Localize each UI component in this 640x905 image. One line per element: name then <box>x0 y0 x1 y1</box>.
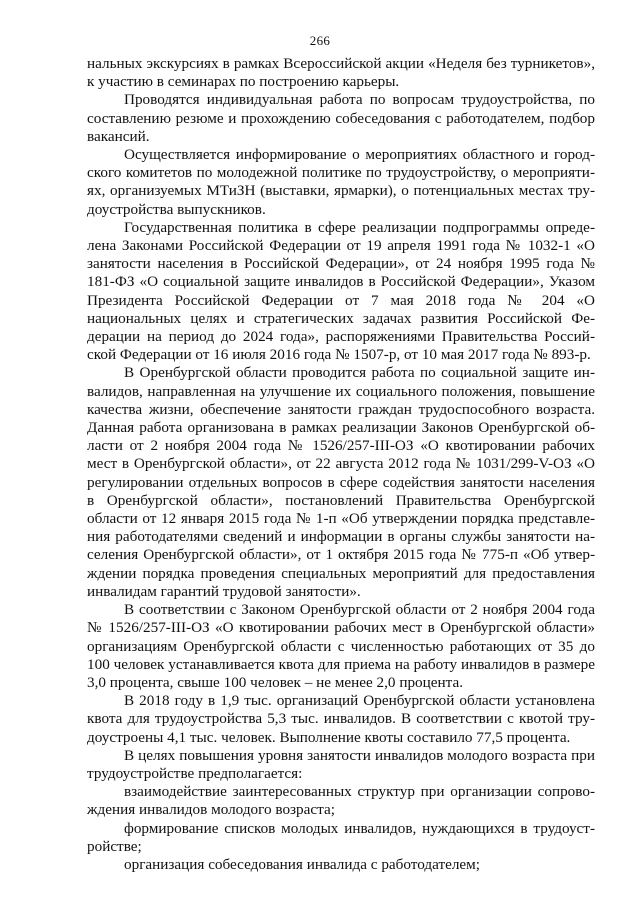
paragraph-quota-2018: В 2018 году в 1,9 тыс. организаций Оренбургской области установлена квота для трудоустройства 5,3 тыс. инвалидов. В соответствии с квотой трудоустроены 4,1 тыс. человек. Выполнение квоты составило 77,5 процента. <box>87 692 595 746</box>
paragraph-state-policy: Государственная политика в сфере реализации подпрограммы определена Законами Российской Федерации от 19 апреля 1991 года № 1032-1 «О занятости населения в Российской Федерации», от 24 ноября 1995 года № 181-ФЗ «О социальной защите инвалидов в Российской Федерации», Указом Президента Российской Федерации от 7 мая 2018 года № 204 «О национальных целях и стратегических задачах развития Российской Федерации на период до 2024 года», распоряжениями Правительства Российской Федерации от 16 июля 2016 года № 1507-р, от 10 мая 2017 года № 893-р. <box>87 218 595 364</box>
page-number: 266 <box>309 33 331 48</box>
paragraph-measures-intro: В целях повышения уровня занятости инвалидов молодого возраста при трудоустройстве предполагается: <box>87 746 595 782</box>
list-item-interaction: взаимодействие заинтересованных структур при организации сопровождения инвалидов молодого возраста; <box>87 783 595 819</box>
list-item-lists: формирование списков молодых инвалидов, нуждающихся в трудоустройстве; <box>87 819 595 855</box>
paragraph-orenburg-social-protection: В Оренбургской области проводится работа по социальной защите инвалидов, направленная на улучшение их социального положения, повышение качества жизни, обеспечение занятости граждан трудоспособного возраста. Данная работа организована в рамках реализации Законов Оренбургской области от 2 ноября 2004 года № 1526/257-III-ОЗ «О квотировании рабочих мест в Оренбургской области», от 22 августа 2012 года № 1031/299-V-ОЗ «О регулировании отдельных вопросов в сфере содействия занятости населения в Оренбургской области», постановлений Правительства Оренбургской области от 12 января 2015 года № 1-п «Об утверждении порядка представления работодателями сведений и информации в органы службы занятости населения Оренбургской области», от 1 октября 2015 года № 775-п «Об утверждении порядка проведения специальных мероприятий для предоставления инвалидам гарантий трудовой занятости». <box>87 364 595 600</box>
paragraph-informing: Осуществляется информирование о мероприятиях областного и городского комитетов по молодежной политике по трудоустройству, о мероприятиях, организуемых МТиЗН (выставки, ярмарки), о потенциальных местах трудоустройства выпускников. <box>87 146 595 218</box>
body-text <box>87 55 595 874</box>
paragraph-quota-law: В соответствии с Законом Оренбургской области от 2 ноября 2004 года № 1526/257-III-ОЗ «О квотировании рабочих мест в Оренбургской области» организациям Оренбургской области с численностью работающих от 35 до 100 человек устанавливается квота для приема на работу инвалидов в размере 3,0 процента, свыше 100 человек – не менее 2,0 процента. <box>87 601 595 691</box>
list-item-interview: организация собеседования инвалида с работодателем; <box>124 855 480 873</box>
paragraph-continuation: нальных экскурсиях в рамках Всероссийской акции «Неделя без турникетов», к участию в семинарах по построению карьеры. <box>87 55 595 91</box>
paragraph-individual-work: Проводятся индивидуальная работа по вопросам трудоустройства, по составлению резюме и прохождению собеседования с работодателем, подбор вакансий. <box>87 91 595 145</box>
